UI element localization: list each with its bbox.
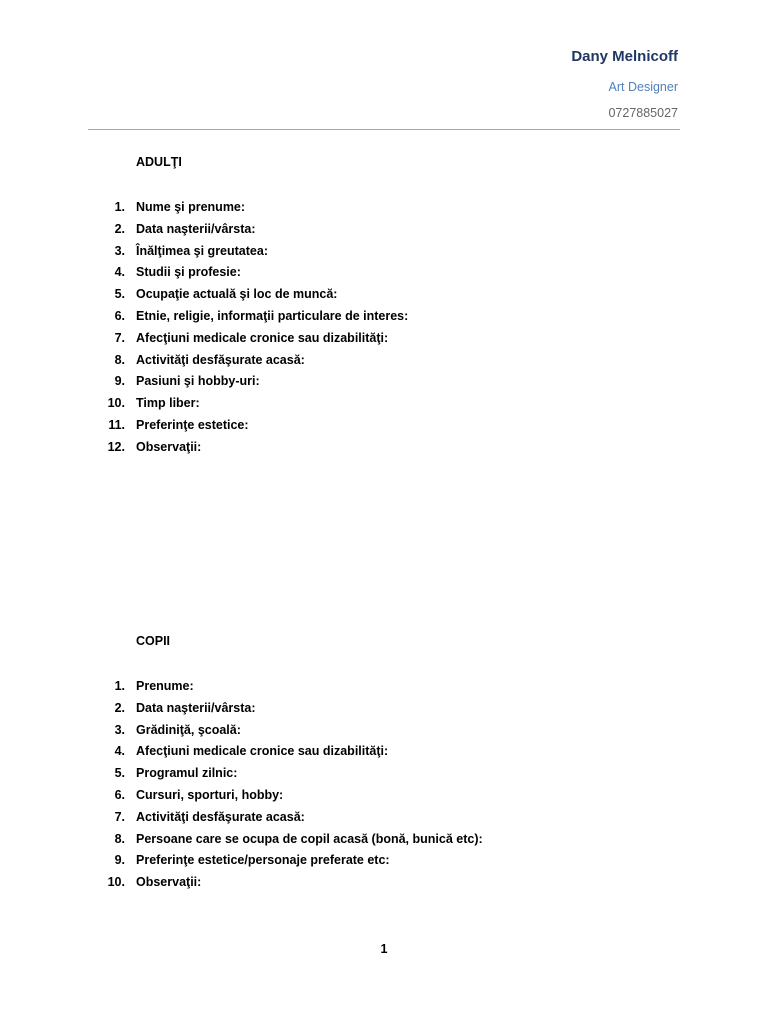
item-text: Observaţii: bbox=[136, 875, 202, 890]
item-text: Preferinţe estetice/personaje preferate etc: bbox=[136, 853, 390, 868]
item-text: Pasiuni şi hobby-uri: bbox=[136, 374, 260, 389]
copii-question-list bbox=[0, 676, 768, 894]
item-number: 9. bbox=[114, 853, 125, 868]
item-number: 6. bbox=[114, 787, 125, 802]
list-item bbox=[0, 219, 768, 241]
list-item bbox=[0, 393, 768, 415]
item-text: Afecţiuni medicale cronice sau dizabilităţi: bbox=[136, 744, 389, 759]
page-number: 1 bbox=[380, 942, 388, 956]
item-number: 2. bbox=[114, 221, 125, 236]
item-number: 11. bbox=[108, 417, 125, 432]
document-header bbox=[571, 44, 678, 126]
item-number: 3. bbox=[114, 722, 125, 737]
item-number: 1. bbox=[114, 679, 125, 693]
item-text: Activităţi desfăşurate acasă: bbox=[136, 352, 305, 367]
list-item bbox=[0, 328, 768, 350]
list-item bbox=[0, 415, 768, 437]
item-text: Ocupaţie actuală şi loc de muncă: bbox=[136, 287, 338, 302]
item-number: 7. bbox=[114, 330, 125, 345]
list-item bbox=[0, 872, 768, 894]
item-text: Afecţiuni medicale cronice sau dizabilităţi: bbox=[136, 330, 389, 345]
author-name: Dany Melnicoff bbox=[571, 48, 678, 65]
section-title-adulti: ADULŢI bbox=[136, 155, 182, 169]
item-number: 10. bbox=[107, 875, 125, 890]
author-title: Art Designer bbox=[608, 80, 678, 94]
list-item bbox=[0, 720, 768, 742]
list-item bbox=[0, 262, 768, 284]
item-text: Prenume: bbox=[136, 679, 194, 693]
list-item bbox=[0, 698, 768, 720]
item-text: Data naşterii/vârsta: bbox=[136, 221, 256, 236]
item-number: 2. bbox=[114, 700, 125, 715]
item-text: Cursuri, sporturi, hobby: bbox=[136, 787, 284, 802]
list-item bbox=[0, 284, 768, 306]
item-text: Studii şi profesie: bbox=[136, 265, 241, 280]
item-number: 12. bbox=[107, 439, 125, 454]
item-number: 8. bbox=[114, 352, 125, 367]
author-phone: 0727885027 bbox=[608, 106, 678, 120]
item-text: Etnie, religie, informaţii particulare de interes: bbox=[136, 308, 409, 323]
list-item bbox=[0, 785, 768, 807]
item-number: 10. bbox=[107, 396, 125, 411]
item-text: Grădiniţă, şcoală: bbox=[136, 722, 241, 737]
item-text: Nume şi prenume: bbox=[136, 200, 246, 214]
list-item bbox=[0, 676, 768, 698]
adulti-question-list bbox=[0, 197, 768, 459]
list-item bbox=[0, 371, 768, 393]
list-item bbox=[0, 807, 768, 829]
list-item bbox=[0, 437, 768, 459]
item-text: Înălţimea şi greutatea: bbox=[136, 243, 268, 258]
list-item bbox=[0, 829, 768, 851]
section-title-copii: COPII bbox=[136, 634, 171, 648]
item-text: Programul zilnic: bbox=[136, 766, 238, 781]
item-number: 4. bbox=[114, 265, 125, 280]
item-text: Observaţii: bbox=[136, 439, 202, 454]
header-divider bbox=[88, 129, 680, 130]
item-number: 9. bbox=[114, 374, 125, 389]
list-item bbox=[0, 197, 768, 219]
list-item bbox=[0, 763, 768, 785]
item-text: Data naşterii/vârsta: bbox=[136, 700, 256, 715]
list-item bbox=[0, 850, 768, 872]
list-item bbox=[0, 306, 768, 328]
item-number: 5. bbox=[114, 766, 125, 781]
item-number: 4. bbox=[114, 744, 125, 759]
list-item bbox=[0, 241, 768, 263]
list-item bbox=[0, 741, 768, 763]
item-number: 1. bbox=[114, 200, 125, 214]
list-item bbox=[0, 350, 768, 372]
item-number: 8. bbox=[114, 831, 125, 846]
item-text: Persoane care se ocupa de copil acasă (bonă, bunică etc): bbox=[136, 831, 483, 846]
item-number: 7. bbox=[114, 809, 125, 824]
item-number: 5. bbox=[114, 287, 125, 302]
item-number: 3. bbox=[114, 243, 125, 258]
item-text: Activităţi desfăşurate acasă: bbox=[136, 809, 305, 824]
item-text: Timp liber: bbox=[136, 396, 200, 411]
item-number: 6. bbox=[114, 308, 125, 323]
item-text: Preferinţe estetice: bbox=[136, 417, 249, 432]
